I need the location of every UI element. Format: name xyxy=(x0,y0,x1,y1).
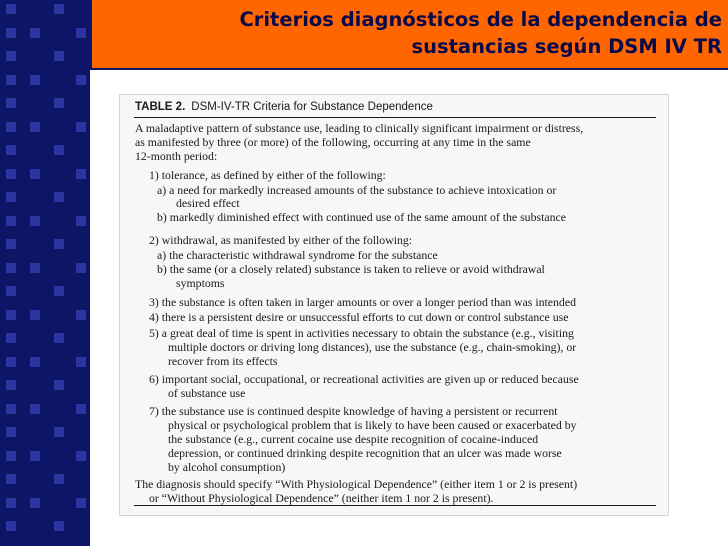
decorative-square xyxy=(54,98,64,108)
decorative-square xyxy=(76,404,86,414)
table-line: 2) withdrawal, as manifested by either of the following: xyxy=(149,233,413,247)
decorative-square xyxy=(6,122,16,132)
decorative-square xyxy=(54,145,64,155)
decorative-square xyxy=(30,28,40,38)
table-line: A maladaptive pattern of substance use, leading to clinically significant impairment or distress, xyxy=(135,121,584,135)
decorative-square xyxy=(54,380,64,390)
decorative-square xyxy=(6,333,16,343)
table-bottom-rule xyxy=(134,505,656,506)
decorative-square xyxy=(76,498,86,508)
table-line: of substance use xyxy=(168,386,246,400)
table-line: b) the same (or a closely related) substance is taken to relieve or avoid withdrawal xyxy=(157,262,545,276)
table-line: depression, or continued drinking despite recognition that an ulcer was made worse xyxy=(168,446,562,460)
table-line: a) a need for markedly increased amounts of the substance to achieve intoxication or xyxy=(157,183,557,197)
decorative-square xyxy=(6,310,16,320)
decorative-square xyxy=(6,357,16,367)
decorative-square xyxy=(6,145,16,155)
decorative-square xyxy=(54,427,64,437)
decorative-square xyxy=(6,474,16,484)
decorative-square xyxy=(6,169,16,179)
decorative-square xyxy=(30,498,40,508)
decorative-square xyxy=(6,427,16,437)
decorative-square xyxy=(54,192,64,202)
table-line: multiple doctors or driving long distances), use the substance (e.g., chain-smoking), or xyxy=(168,340,577,354)
table-line: the substance (e.g., current cocaine use despite recognition of cocaine-induced xyxy=(168,432,539,446)
table-line: physical or psychological problem that is likely to have been caused or exacerbated by xyxy=(168,418,577,432)
decorative-square xyxy=(30,451,40,461)
table-line: desired effect xyxy=(176,196,240,210)
decorative-square xyxy=(6,263,16,273)
criteria-table-image xyxy=(119,94,669,516)
table-line: or “Without Physiological Dependence” (neither item 1 nor 2 is present). xyxy=(149,491,494,505)
decorative-square xyxy=(54,474,64,484)
decorative-square xyxy=(54,286,64,296)
decorative-square xyxy=(6,28,16,38)
table-label: TABLE 2. xyxy=(135,101,186,113)
decorative-square xyxy=(76,169,86,179)
decorative-square xyxy=(54,51,64,61)
table-line: 6) important social, occupational, or recreational activities are given up or reduced because xyxy=(149,372,579,386)
table-line: 12-month period: xyxy=(135,149,218,163)
decorative-square xyxy=(76,122,86,132)
decorative-square xyxy=(6,216,16,226)
table-line: by alcohol consumption) xyxy=(168,460,286,474)
decorative-square xyxy=(6,4,16,14)
decorative-square xyxy=(6,498,16,508)
divider xyxy=(0,68,728,70)
decorative-square xyxy=(30,357,40,367)
decorative-square xyxy=(30,169,40,179)
decorative-square xyxy=(6,75,16,85)
decorative-square xyxy=(6,192,16,202)
decorative-square xyxy=(6,51,16,61)
decorative-square xyxy=(76,310,86,320)
table-line: 4) there is a persistent desire or unsuccessful efforts to cut down or control substance use xyxy=(149,310,569,324)
table-header xyxy=(135,101,433,114)
decorative-square xyxy=(30,263,40,273)
decorative-square xyxy=(54,521,64,531)
decorative-square xyxy=(6,521,16,531)
slide-title: Criterios diagnósticos de la dependencia de sustancias según DSM IV TR xyxy=(239,8,722,58)
decorative-square xyxy=(54,333,64,343)
table-line: a) the characteristic withdrawal syndrome for the substance xyxy=(157,248,438,262)
decorative-square xyxy=(76,451,86,461)
decorative-square xyxy=(6,286,16,296)
divider xyxy=(90,0,92,70)
table-line: 7) the substance use is continued despite knowledge of having a persistent or recurrent xyxy=(149,404,558,418)
title-band xyxy=(90,0,728,68)
decorative-square xyxy=(76,216,86,226)
decorative-square xyxy=(6,239,16,249)
decorative-square xyxy=(30,216,40,226)
table-line: recover from its effects xyxy=(168,354,278,368)
table-top-rule xyxy=(134,117,656,118)
table-line: 5) a great deal of time is spent in activities necessary to obtain the substance (e.g., visiting xyxy=(149,326,574,340)
decorative-square xyxy=(30,310,40,320)
table-line: The diagnosis should specify “With Physiological Dependence” (either item 1 or 2 is present) xyxy=(135,477,578,491)
table-line: 3) the substance is often taken in larger amounts or over a longer period than was intended xyxy=(149,295,576,309)
table-line: symptoms xyxy=(176,276,225,290)
decorative-sidebar xyxy=(0,0,90,546)
decorative-square xyxy=(54,4,64,14)
decorative-square xyxy=(6,380,16,390)
decorative-square xyxy=(76,75,86,85)
table-line: b) markedly diminished effect with continued use of the same amount of the substance xyxy=(157,210,566,224)
decorative-square xyxy=(6,451,16,461)
decorative-square xyxy=(76,263,86,273)
decorative-square xyxy=(30,122,40,132)
table-line: 1) tolerance, as defined by either of the following: xyxy=(149,168,386,182)
decorative-square xyxy=(76,357,86,367)
table-line: as manifested by three (or more) of the following, occurring at any time in the same xyxy=(135,135,531,149)
decorative-square xyxy=(6,98,16,108)
decorative-square xyxy=(76,28,86,38)
table-caption: DSM-IV-TR Criteria for Substance Dependence xyxy=(191,101,433,113)
decorative-square xyxy=(54,239,64,249)
decorative-square xyxy=(30,75,40,85)
decorative-square xyxy=(6,404,16,414)
decorative-square xyxy=(30,404,40,414)
